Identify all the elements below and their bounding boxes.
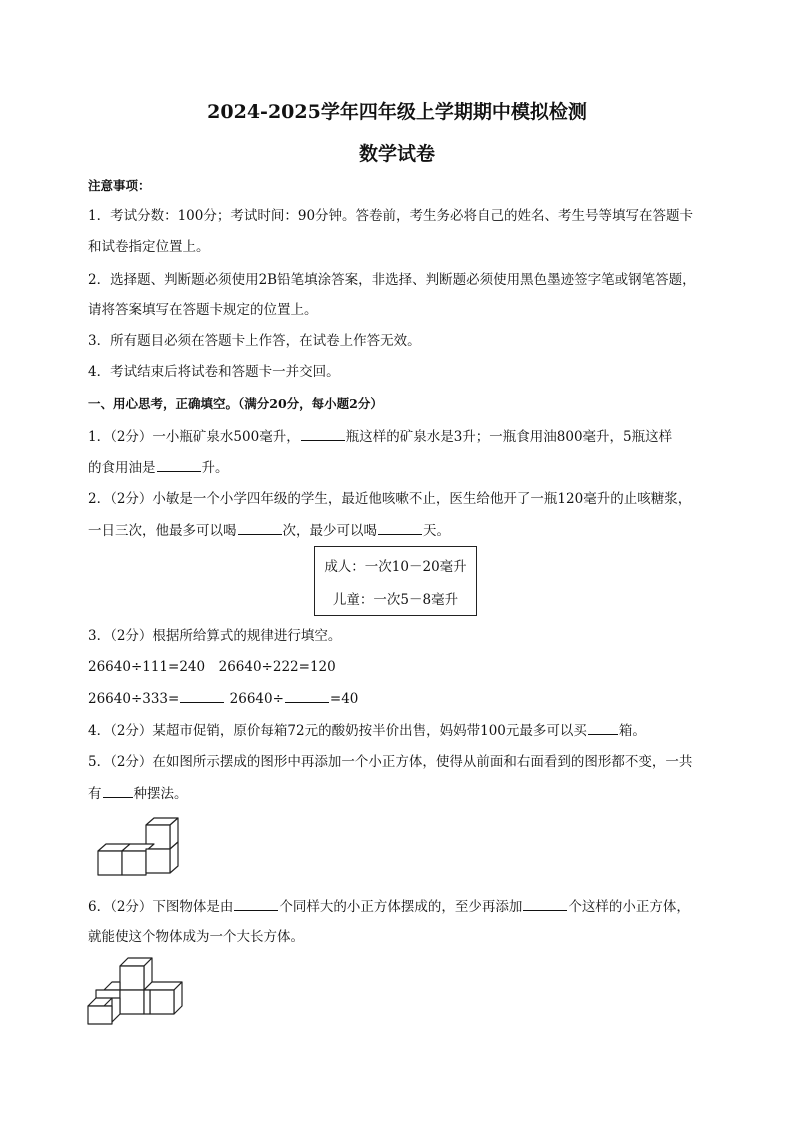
answer-blank[interactable] <box>234 896 278 911</box>
question-6-text-a: 6．（2分）下图物体是由 <box>88 899 234 915</box>
cube-face <box>120 990 144 1014</box>
cube-face <box>104 982 120 990</box>
question-1-line-1 <box>88 426 672 447</box>
answer-blank[interactable] <box>378 520 422 535</box>
section-1-heading: 一、用心思考，正确填空。（满分20分，每小题2分） <box>88 396 383 411</box>
question-5-line-2 <box>88 783 188 804</box>
notice-item-2-line-2: 请将答案填写在答题卡规定的位置上。 <box>88 302 318 318</box>
question-3-eq-c: =40 <box>329 691 359 707</box>
answer-blank[interactable] <box>588 720 618 735</box>
question-1-text-d: 升。 <box>201 460 229 476</box>
cube-face <box>150 990 174 1014</box>
page-title: 2024-2025学年四年级上学期期中模拟检测 <box>207 101 587 123</box>
question-2-text-b: 一日三次，他最多可以喝 <box>88 523 237 539</box>
question-3-eq-a: 26640÷333= <box>88 691 180 707</box>
answer-blank[interactable] <box>103 783 133 798</box>
cube-face <box>146 849 170 873</box>
question-4-line-1 <box>88 720 646 741</box>
question-5-text-c: 种摆法。 <box>133 786 188 802</box>
answer-blank[interactable] <box>238 520 282 535</box>
answer-blank[interactable] <box>180 688 224 703</box>
dosage-child: 儿童：一次5－8毫升 <box>332 592 459 608</box>
question-1-text-a: 1．（2分）一小瓶矿泉水500毫升， <box>88 429 300 445</box>
page-subtitle: 数学试卷 <box>358 143 435 165</box>
question-1-text-c: 的食用油是 <box>88 460 156 476</box>
cube-figure-question-6 <box>86 956 190 1026</box>
question-6-text-b: 个同样大的小正方体摆成的，至少再添加 <box>279 899 523 915</box>
question-2-line-2 <box>88 520 450 541</box>
question-6-text-c: 个这样的小正方体， <box>568 899 690 915</box>
cube-face <box>122 851 146 875</box>
cube-face <box>112 998 120 1022</box>
dosage-box <box>314 546 477 616</box>
cube-face <box>98 851 122 875</box>
cube-face <box>88 1006 112 1024</box>
notice-item-1-line-2: 和试卷指定位置上。 <box>88 239 210 255</box>
answer-blank[interactable] <box>157 457 201 472</box>
question-3-eq-b: 26640÷ <box>229 691 284 707</box>
question-3-equations-1: 26640÷111=240 26640÷222=120 <box>88 659 336 675</box>
notice-item-4: 4．考试结束后将试卷和答题卡一并交回。 <box>88 364 340 380</box>
question-6-line-2: 就能使这个物体成为一个大长方体。 <box>88 929 304 945</box>
answer-blank[interactable] <box>301 426 345 441</box>
answer-blank[interactable] <box>523 896 567 911</box>
question-1-text-b: 瓶这样的矿泉水是3升；一瓶食用油800毫升，5瓶这样 <box>345 429 673 445</box>
question-4-text-b: 箱。 <box>618 723 646 739</box>
notice-heading: 注意事项： <box>88 178 151 193</box>
question-2-text-c: 次，最少可以喝 <box>282 523 377 539</box>
question-6-line-1 <box>88 896 690 917</box>
question-2-text-d: 天。 <box>423 523 450 539</box>
answer-blank[interactable] <box>285 688 329 703</box>
notice-item-1-line-1: 1．考试分数：100分；考试时间：90分钟。答卷前，考生务必将自己的姓名、考生号等填写在答题卡 <box>88 208 694 224</box>
question-3-line-1: 3．（2分）根据所给算式的规律进行填空。 <box>88 628 342 644</box>
notice-item-2-line-1: 2．选择题、判断题必须使用2B铅笔填涂答案，非选择、判断题必须使用黑色墨迹签字笔或钢笔答题， <box>88 272 696 288</box>
question-2-line-1: 2．（2分）小敏是一个小学四年级的学生，最近他咳嗽不止，医生给他开了一瓶120毫升的止咳糖浆， <box>88 491 692 507</box>
cube-face <box>144 990 150 1014</box>
question-1-line-2 <box>88 457 229 478</box>
dosage-adult: 成人：一次10－20毫升 <box>324 559 467 575</box>
question-5-line-1: 5．（2分）在如图所示摆成的图形中再添加一个小正方体，使得从前面和右面看到的图形都不变，一共 <box>88 754 693 770</box>
cube-face <box>120 966 144 990</box>
question-4-text-a: 4．（2分）某超市促销，原价每箱72元的酸奶按半价出售，妈妈带100元最多可以买 <box>88 723 587 739</box>
question-3-equations-2 <box>88 688 358 709</box>
notice-item-3: 3．所有题目必须在答题卡上作答，在试卷上作答无效。 <box>88 333 421 349</box>
cube-figure-question-5 <box>88 814 188 876</box>
question-5-text-b: 有 <box>88 786 102 802</box>
